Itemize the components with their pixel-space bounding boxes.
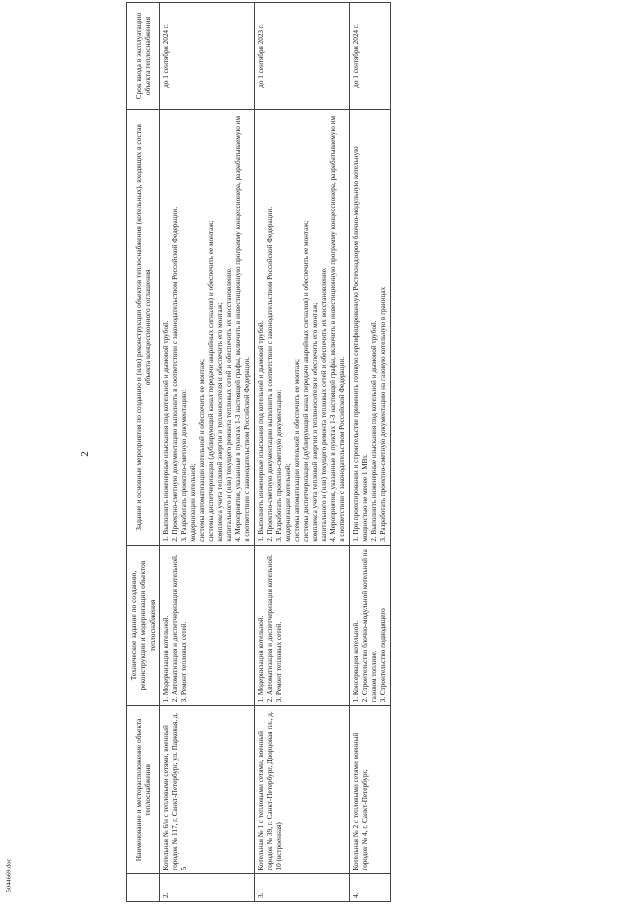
page-number: 2 (78, 451, 91, 457)
task-measure-item: капитального и (или) текущего ремонта тепловых сетей и обеспечить их восстановление. (319, 267, 328, 542)
row-number: 4. (349, 874, 390, 902)
technical-task-item: 3. Ремонт тепловых сетей. (179, 621, 188, 703)
technical-task-item: 1. Модернизация котельной. (256, 615, 265, 703)
rotated-table-wrapper (126, 2, 596, 907)
task-measure-item: системы диспетчеризации (дублирующий канал передачи аварийных сигналов) и обеспечить ее монтаж; (301, 220, 310, 542)
technical-task (254, 545, 349, 706)
heat-objects-table (126, 2, 391, 902)
object-name: Котельная № 2 с тепловыми сетями военный городок № 4, г. Санкт-Петербург, (349, 706, 390, 874)
task-measure-item: 3. Разработать проектно-сметную документацию: (179, 389, 188, 542)
technical-task-item: 3. Ремонт тепловых сетей. (274, 621, 283, 703)
header-tech: Техническое задание по созданию, реконструкции и модернизации объектов теплоснабжения (127, 545, 160, 706)
table-header-row (127, 3, 160, 902)
technical-task-item: 1. Модернизация котельной. (161, 615, 170, 703)
task-measure-item: 2. Проектно-сметную документацию выполнить в соответствии с законодательством Российской Федерации. (265, 206, 274, 542)
table-row (159, 3, 254, 902)
task-measure-item: 3. Разработать проектно-сметную документацию на газовую котельную в границах (378, 286, 387, 542)
task-measures (349, 110, 390, 546)
object-name: Котельная № 6/н с тепловыми сетями, военный городок № 117, г. Санкт-Петербург, ул. Парковая, д. 5 (159, 706, 254, 874)
task-measure-item: комплекса учета тепловой энергии и теплоносителя и обеспечить его монтаж; (215, 302, 224, 542)
technical-task-item: 2. Автоматизация и диспетчеризация котельной. (265, 554, 274, 703)
technical-task-item: 2. Автоматизация и диспетчеризация котельной. (170, 554, 179, 703)
task-measure-item: 4. Мероприятия, указанные в пунктах 1-3 настоящей графы, включить в инвестиционную программу концессионера, разрабатываемую им в соответствии с законодательством Российской Федерации. (328, 116, 346, 542)
rotated-table-inner (126, 2, 596, 902)
document-id: 5044669.doc (5, 858, 13, 893)
technical-task-item: 1. Консервация котельной. (351, 620, 360, 703)
task-measure-item: системы диспетчеризации (дублирующий канал передачи аварийных сигналов) и обеспечить ее монтаж; (206, 220, 215, 542)
task-measure-item: модернизации котельной; (283, 463, 292, 542)
task-measure-item: 1. Выполнить инженерные изыскания под котельной и дымовой трубой. (161, 320, 170, 542)
commissioning-date: до 1 сентября 2024 г. (349, 3, 390, 110)
task-measure-item: 1. При проектировании и строительстве применить готовую сертифицированную Ростехнадзором блочно-модульную котельную мощностью не менее 1 МВт. (351, 146, 369, 542)
task-measure-item: системы автоматизации котельной и обеспечить ее монтаж; (197, 358, 206, 542)
technical-task (159, 545, 254, 706)
task-measure-item: системы автоматизации котельной и обеспечить ее монтаж; (292, 358, 301, 542)
header-name: Наименование и месторасположение объекта теплоснабжения (127, 706, 160, 874)
task-measure-item: капитального и (или) текущего ремонта тепловых сетей и обеспечить их восстановление. (224, 267, 233, 542)
task-measures (159, 110, 254, 546)
row-number: 2. (159, 874, 254, 902)
task-measure-item: 2. Выполнить инженерные изыскания под котельной и дымовой трубой. (369, 320, 378, 542)
task-measure-item: 3. Разработать проектно-сметную документацию: (274, 389, 283, 542)
commissioning-date: до 1 сентября 2023 г. (254, 3, 349, 110)
task-measure-item: 1. Выполнить инженерные изыскания под котельной и дымовой трубой. (256, 320, 265, 542)
task-measure-item: 4. Мероприятия, указанные в пунктах 1-3 настоящей графы, включить в инвестиционную программу концессионера, разрабатываемую им в соответствии с законодательством Российской Федерации. (233, 116, 251, 542)
header-date: Срок ввода в эксплуатацию объекта теплоснабжения (127, 3, 160, 110)
table-row (349, 3, 390, 902)
row-number: 3. (254, 874, 349, 902)
table-row (254, 3, 349, 902)
technical-task-item: 3. Строительство подводящего (378, 608, 387, 703)
technical-task (349, 545, 390, 706)
object-name: Котельная № 1 с тепловыми сетями, военный городок № 39, г. Санкт-Петербург, Дворцовая пл., д. 10 (встроенная) (254, 706, 349, 874)
header-tasks: Задание и основные мероприятия по созданию и (или) реконструкции объектов теплоснабжения (котельных), входящих в состав объекта концессионного соглашения (127, 110, 160, 546)
task-measure-item: модернизации котельной; (188, 463, 197, 542)
task-measure-item: комплекса учета тепловой энергии и теплоносителя и обеспечить его монтаж; (310, 302, 319, 542)
commissioning-date: до 1 сентября 2024 г. (159, 3, 254, 110)
header-num (127, 874, 160, 902)
task-measures (254, 110, 349, 546)
table-body (159, 3, 390, 902)
task-measure-item: 2. Проектно-сметную документацию выполнить в соответствии с законодательством Российской Федерации. (170, 206, 179, 542)
technical-task-item: 2. Строительство блочно-модульной котельной на газовом топливе. (360, 549, 378, 703)
